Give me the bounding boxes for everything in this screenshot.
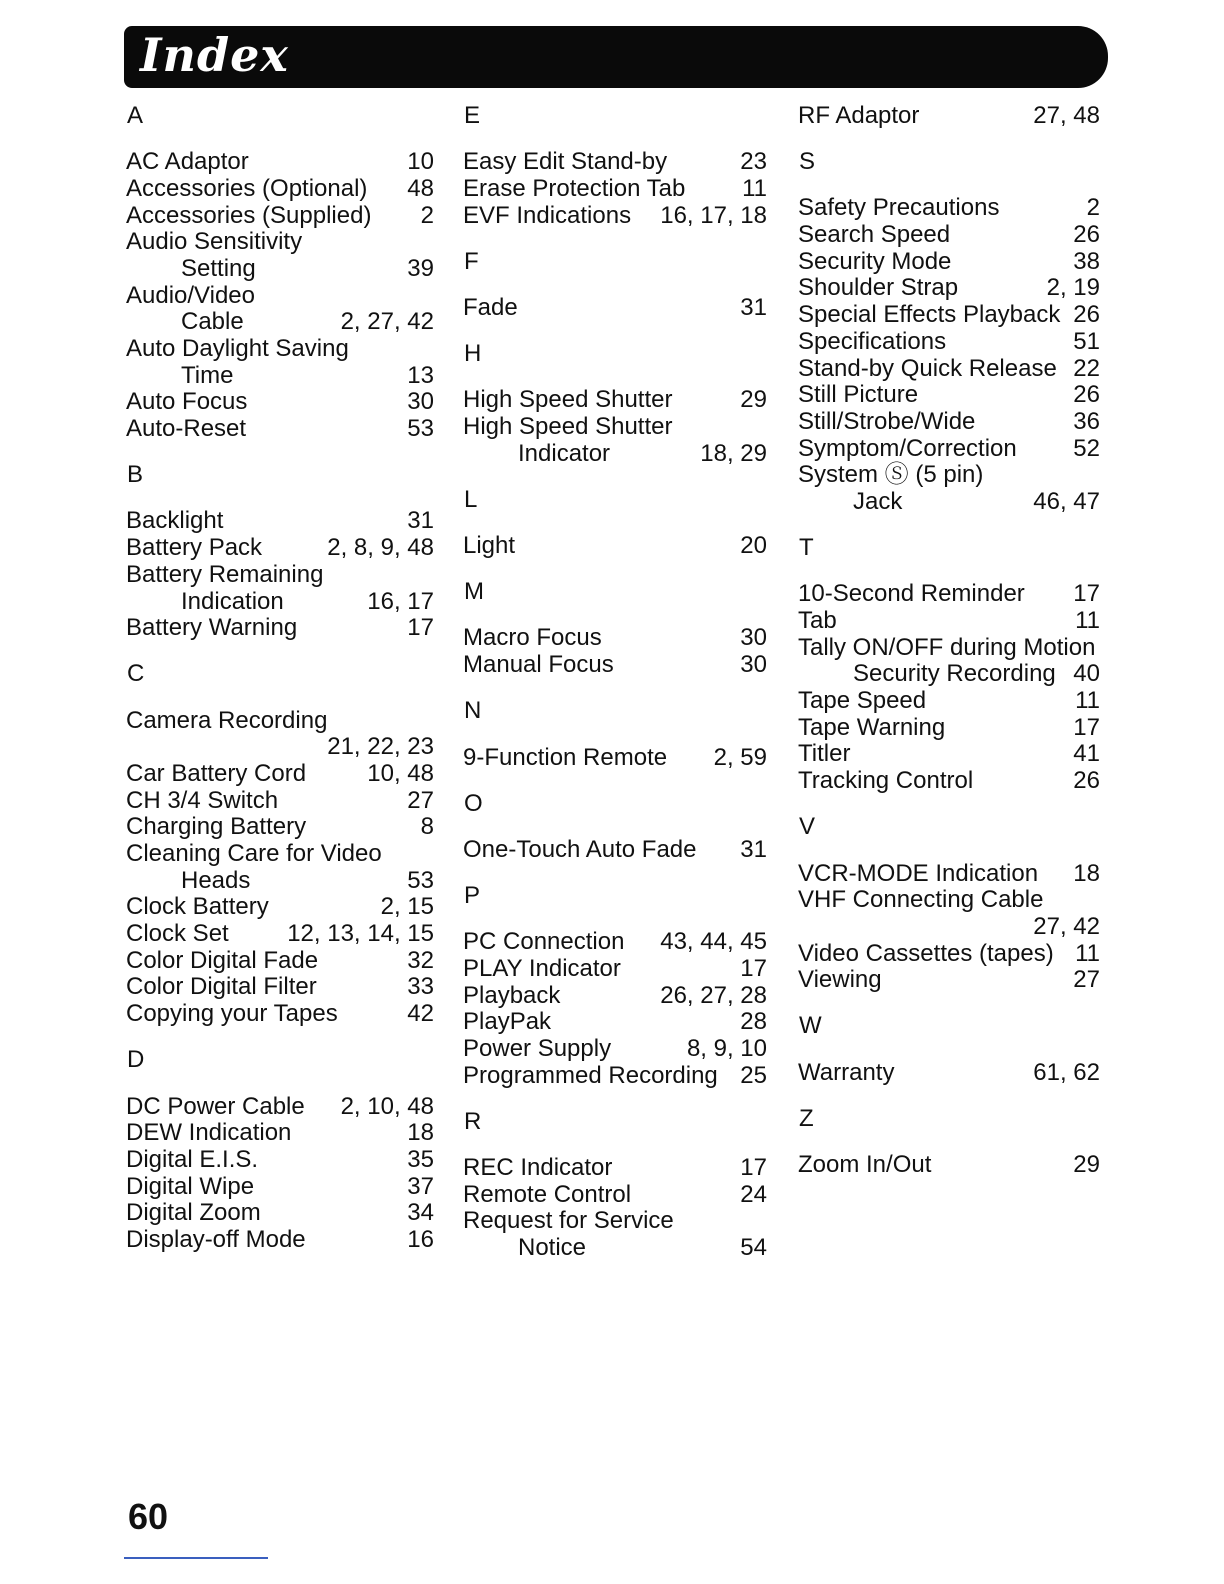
index-entry — [126, 868, 434, 895]
entry-term: Battery Pack — [126, 534, 263, 562]
entry-term: Remote Control — [463, 1180, 632, 1208]
entry-pages: 17 — [1073, 580, 1100, 608]
entry-term: VCR-MODE Indication — [798, 859, 1039, 887]
entry-term: Audio Sensitivity — [126, 228, 303, 256]
index-entry — [798, 409, 1100, 436]
entry-pages: 17 — [740, 1154, 767, 1182]
entry-pages: 16 — [407, 1225, 434, 1253]
entry-pages: 11 — [742, 174, 767, 202]
index-entry — [126, 841, 434, 868]
index-entry — [126, 788, 434, 815]
entry-term: Playback — [463, 981, 561, 1009]
entry-pages: 30 — [740, 651, 767, 679]
entry-pages: 43, 44, 45 — [660, 928, 767, 956]
entry-pages: 2, 19 — [1046, 274, 1100, 302]
entry-term: Copying your Tapes — [126, 1000, 338, 1028]
entry-term: Fade — [463, 293, 518, 321]
index-entry — [798, 462, 1100, 489]
index-column-2 — [463, 103, 767, 1262]
spacer — [798, 1133, 1100, 1153]
entry-pages: 16, 17, 18 — [660, 201, 767, 229]
section-gap — [798, 1086, 1100, 1106]
entry-pages: 23 — [740, 148, 767, 176]
entry-term: Video Cassettes (tapes) — [798, 939, 1054, 967]
index-entry — [798, 914, 1100, 941]
entry-term: Digital E.I.S. — [126, 1145, 259, 1173]
entry-pages: 36 — [1073, 407, 1100, 435]
index-entry — [463, 1036, 767, 1063]
section-letter: W — [799, 1012, 822, 1040]
entry-pages: 12, 13, 14, 15 — [287, 920, 434, 948]
entry-term: Auto Daylight Saving — [126, 335, 349, 362]
entry-pages: 2, 8, 9, 48 — [327, 534, 434, 562]
section-gap — [126, 1028, 434, 1048]
entry-term: Charging Battery — [126, 813, 307, 841]
index-entry — [126, 149, 434, 176]
entry-term: DC Power Cable — [126, 1092, 305, 1120]
index-entry — [126, 708, 434, 735]
index-entry — [798, 329, 1100, 356]
index-header-banner — [124, 26, 1108, 88]
entry-pages: 29 — [740, 386, 767, 414]
entry-term: Programmed Recording — [463, 1061, 718, 1089]
spacer — [798, 841, 1100, 861]
entry-pages: 18, 29 — [700, 439, 767, 467]
entry-pages: 52 — [1073, 434, 1100, 462]
index-entry — [463, 295, 767, 322]
index-entry — [798, 1060, 1100, 1087]
index-entry — [463, 414, 767, 441]
index-entry — [126, 363, 434, 390]
entry-term: Shoulder Strap — [798, 274, 959, 302]
entry-pages: 40 — [1073, 660, 1100, 688]
section-letter: C — [127, 660, 145, 688]
index-entry — [126, 948, 434, 975]
section-gap — [463, 560, 767, 580]
entry-term: Titler — [798, 740, 851, 768]
entry-term: Time — [181, 361, 234, 389]
page-number: 60 — [128, 1496, 169, 1537]
index-entry — [463, 387, 767, 414]
entry-term: Indication — [181, 587, 284, 615]
entry-term: PLAY Indicator — [463, 954, 621, 982]
entry-pages: 37 — [407, 1172, 434, 1200]
section-gap — [463, 229, 767, 249]
entry-term: RF Adaptor — [798, 102, 920, 129]
spacer — [126, 1074, 434, 1094]
section-gap — [463, 1089, 767, 1109]
entry-pages: 17 — [740, 954, 767, 982]
entry-term: Power Supply — [463, 1035, 612, 1062]
entry-term: Accessories (Supplied) — [126, 201, 372, 229]
index-entry — [798, 967, 1100, 994]
entry-pages: 2, 15 — [380, 893, 434, 921]
footer-rule — [124, 1557, 268, 1559]
entry-term: Display-off Mode — [126, 1225, 306, 1253]
section-gap — [798, 795, 1100, 815]
index-entry — [798, 302, 1100, 329]
index-entry — [126, 615, 434, 642]
index-entry — [126, 535, 434, 562]
index-column-3 — [798, 103, 1100, 1179]
section-letter: O — [464, 789, 483, 817]
entry-pages: 54 — [740, 1234, 767, 1262]
entry-pages: 22 — [1073, 354, 1100, 382]
index-entry — [463, 176, 767, 203]
entry-pages: 46, 47 — [1033, 487, 1100, 515]
entry-term: High Speed Shutter — [463, 386, 673, 414]
index-entry — [798, 249, 1100, 276]
index-entry — [126, 1001, 434, 1028]
entry-term: Macro Focus — [463, 624, 602, 652]
entry-pages: 41 — [1073, 740, 1100, 768]
entry-term: Battery Warning — [126, 614, 298, 642]
entry-term: Tape Speed — [798, 687, 927, 715]
index-entry — [126, 389, 434, 416]
entry-term: Search Speed — [798, 221, 951, 249]
entry-pages: 31 — [740, 835, 767, 863]
entry-pages: 29 — [1073, 1151, 1100, 1178]
index-entry — [126, 814, 434, 841]
index-entry — [126, 1174, 434, 1201]
entry-term: Audio/Video — [126, 281, 255, 309]
entry-term: Jack — [853, 487, 903, 515]
section-letter: L — [464, 485, 478, 513]
entry-pages: 26 — [1073, 221, 1100, 249]
entry-term: Battery Remaining — [126, 560, 324, 588]
entry-term: Still Picture — [798, 381, 919, 409]
entry-term: PlayPak — [463, 1008, 552, 1036]
entry-pages: 20 — [740, 532, 767, 560]
entry-term: Indicator — [518, 439, 611, 467]
entry-term: 10-Second Reminder — [798, 580, 1025, 608]
section-gap — [126, 642, 434, 662]
entry-term: Auto-Reset — [126, 415, 247, 443]
index-entry — [798, 941, 1100, 968]
entry-term: Zoom In/Out — [798, 1151, 932, 1178]
entry-term: Cable — [181, 308, 244, 336]
entry-pages: 27, 48 — [1033, 102, 1100, 129]
index-entry — [798, 356, 1100, 383]
section-letter: Z — [799, 1104, 814, 1132]
entry-pages: 30 — [407, 388, 434, 416]
entry-pages: 26 — [1073, 381, 1100, 409]
entry-pages: 11 — [1075, 939, 1100, 967]
index-entry — [126, 309, 434, 336]
entry-term: 9-Function Remote — [463, 743, 668, 771]
entry-pages: 35 — [407, 1145, 434, 1173]
entry-pages: 31 — [740, 293, 767, 321]
section-letter: B — [127, 461, 144, 489]
entry-term: Still/Strobe/Wide — [798, 407, 976, 435]
index-entry — [463, 149, 767, 176]
section-letter: R — [464, 1107, 482, 1135]
entry-term: CH 3/4 Switch — [126, 786, 279, 814]
entry-term: Setting — [181, 254, 256, 282]
section-letter: M — [464, 578, 484, 606]
index-entry — [463, 929, 767, 956]
entry-term: Car Battery Cord — [126, 759, 307, 787]
entry-term: Warranty — [798, 1058, 895, 1086]
entry-term: System Ⓢ (5 pin) — [798, 461, 984, 489]
entry-pages: 33 — [407, 973, 434, 1001]
entry-term: High Speed Shutter — [463, 413, 673, 440]
entry-term: Camera Recording — [126, 706, 328, 734]
index-entry — [463, 1235, 767, 1262]
entry-pages: 16, 17 — [367, 587, 434, 615]
entry-term: Cleaning Care for Video — [126, 840, 382, 867]
section-gap — [798, 994, 1100, 1014]
index-entry — [126, 1094, 434, 1121]
entry-term: One-Touch Auto Fade — [463, 835, 697, 863]
index-entry — [126, 761, 434, 788]
entry-pages: 2, 10, 48 — [340, 1092, 434, 1120]
entry-term: Digital Zoom — [126, 1199, 261, 1227]
entry-pages: 2, 59 — [713, 743, 767, 771]
entry-term: Tab — [798, 607, 837, 634]
index-entry — [798, 489, 1100, 516]
entry-pages: 27 — [407, 786, 434, 814]
entry-term: Stand-by Quick Release — [798, 354, 1057, 382]
entry-pages: 42 — [407, 1000, 434, 1028]
index-entry — [798, 103, 1100, 130]
entry-pages: 51 — [1073, 327, 1100, 355]
entry-term: Heads — [181, 866, 251, 894]
index-entry — [463, 625, 767, 652]
section-gap — [463, 322, 767, 342]
section-gap — [463, 679, 767, 699]
entry-term: Request for Service — [463, 1207, 674, 1235]
entry-term: Backlight — [126, 507, 224, 535]
spacer — [463, 725, 767, 745]
index-entry — [463, 837, 767, 864]
index-entry — [798, 608, 1100, 635]
index-column-1 — [126, 103, 434, 1254]
entry-pages: 24 — [740, 1180, 767, 1208]
entry-pages: 11 — [1075, 607, 1100, 634]
entry-pages: 8 — [420, 813, 434, 841]
entry-pages: 2, 27, 42 — [340, 308, 434, 336]
section-gap — [463, 771, 767, 791]
section-letter: V — [799, 813, 816, 841]
section-letter: E — [464, 102, 481, 129]
section-gap — [798, 130, 1100, 150]
index-entry — [126, 256, 434, 283]
index-entry — [126, 734, 434, 761]
entry-term: Digital Wipe — [126, 1172, 255, 1200]
section-gap — [463, 467, 767, 487]
entry-term: Easy Edit Stand-by — [463, 148, 668, 176]
entry-term: Viewing — [798, 966, 882, 994]
index-entry — [126, 203, 434, 230]
entry-pages: 2 — [1086, 194, 1100, 222]
entry-pages: 61, 62 — [1033, 1058, 1100, 1086]
index-entry — [126, 1147, 434, 1174]
entry-pages: 26, 27, 28 — [660, 981, 767, 1009]
index-entry — [463, 956, 767, 983]
entry-pages: 18 — [407, 1119, 434, 1147]
entry-pages: 30 — [740, 624, 767, 652]
index-entry — [463, 441, 767, 468]
index-entry — [463, 203, 767, 230]
spacer — [463, 368, 767, 388]
entry-pages: 26 — [1073, 301, 1100, 329]
spacer — [463, 910, 767, 930]
spacer — [463, 514, 767, 534]
section-gap — [798, 516, 1100, 536]
spacer — [463, 817, 767, 837]
entry-term: Color Digital Filter — [126, 973, 317, 1001]
entry-pages: 28 — [740, 1008, 767, 1036]
section-gap — [126, 443, 434, 463]
section-letter: F — [464, 247, 479, 275]
index-entry — [463, 1063, 767, 1090]
section-letter: A — [127, 102, 144, 129]
entry-term: Auto Focus — [126, 388, 248, 416]
entry-pages: 17 — [1073, 713, 1100, 741]
entry-term: Tape Warning — [798, 713, 946, 741]
spacer — [463, 606, 767, 626]
entry-pages: 31 — [407, 507, 434, 535]
entry-pages: 26 — [1073, 767, 1100, 795]
index-entry — [126, 1200, 434, 1227]
index-entry — [463, 1009, 767, 1036]
index-entry — [126, 283, 434, 310]
entry-term: Manual Focus — [463, 651, 614, 679]
entry-term: Color Digital Fade — [126, 946, 319, 974]
entry-pages: 8, 9, 10 — [686, 1035, 767, 1062]
entry-term: VHF Connecting Cable — [798, 886, 1044, 914]
index-entry — [463, 745, 767, 772]
entry-term: Safety Precautions — [798, 194, 1000, 222]
section-letter: N — [464, 697, 482, 725]
entry-term: REC Indicator — [463, 1154, 613, 1182]
entry-term: Clock Set — [126, 920, 229, 948]
index-entry — [798, 275, 1100, 302]
index-entry — [126, 894, 434, 921]
index-entry — [463, 1155, 767, 1182]
entry-term: Special Effects Playback — [798, 301, 1061, 329]
entry-term: PC Connection — [463, 928, 625, 956]
index-entry — [798, 768, 1100, 795]
index-entry — [126, 589, 434, 616]
entry-term: Notice — [518, 1234, 587, 1262]
entry-pages: 38 — [1073, 247, 1100, 275]
index-entry — [463, 983, 767, 1010]
index-entry — [463, 1182, 767, 1209]
entry-pages: 10 — [407, 148, 434, 176]
index-entry — [126, 416, 434, 443]
entry-term: Accessories (Optional) — [126, 174, 368, 202]
spacer — [126, 130, 434, 150]
spacer — [463, 130, 767, 150]
index-entry — [798, 688, 1100, 715]
index-entry — [126, 508, 434, 535]
section-letter: P — [464, 882, 481, 910]
index-entry — [126, 176, 434, 203]
section-letter: S — [799, 148, 816, 176]
entry-term: Erase Protection Tab — [463, 174, 686, 202]
section-letter: D — [127, 1046, 145, 1074]
page-title: Index — [140, 28, 289, 82]
section-letter: H — [464, 340, 482, 368]
index-entry — [798, 581, 1100, 608]
entry-term: DEW Indication — [126, 1119, 292, 1147]
entry-pages: 13 — [407, 361, 434, 389]
entry-pages: 27 — [1073, 966, 1100, 994]
entry-pages: 39 — [407, 254, 434, 282]
index-entry — [798, 222, 1100, 249]
index-entry — [798, 635, 1100, 662]
entry-term: Security Mode — [798, 247, 952, 275]
index-entry — [798, 195, 1100, 222]
index-entry — [798, 661, 1100, 688]
index-entry — [126, 1227, 434, 1254]
entry-pages: 25 — [740, 1061, 767, 1089]
entry-pages: 48 — [407, 174, 434, 202]
entry-pages: 2 — [420, 201, 434, 229]
index-entry — [798, 436, 1100, 463]
index-entry — [798, 861, 1100, 888]
entry-term: Clock Battery — [126, 893, 269, 921]
entry-term: Symptom/Correction — [798, 434, 1017, 462]
index-entry — [463, 533, 767, 560]
entry-pages: 53 — [407, 415, 434, 443]
index-entry — [126, 1120, 434, 1147]
section-letter: T — [799, 534, 814, 562]
index-entry — [463, 1208, 767, 1235]
section-gap — [463, 864, 767, 884]
entry-term: Security Recording — [853, 660, 1056, 688]
entry-pages: 21, 22, 23 — [327, 733, 434, 761]
spacer — [798, 1040, 1100, 1060]
spacer — [126, 688, 434, 708]
entry-pages: 53 — [407, 866, 434, 894]
index-entry — [126, 229, 434, 256]
index-entry — [798, 741, 1100, 768]
entry-term: AC Adaptor — [126, 148, 249, 176]
index-entry — [798, 887, 1100, 914]
entry-pages: 10, 48 — [367, 759, 434, 787]
index-entry — [798, 382, 1100, 409]
index-entry — [126, 974, 434, 1001]
spacer — [126, 489, 434, 509]
entry-pages: 18 — [1073, 859, 1100, 887]
entry-term: Tally ON/OFF during Motion — [798, 633, 1096, 661]
index-entry — [798, 1152, 1100, 1179]
entry-pages: 17 — [407, 614, 434, 642]
index-entry — [126, 336, 434, 363]
index-entry — [126, 562, 434, 589]
entry-pages: 34 — [407, 1199, 434, 1227]
spacer — [463, 275, 767, 295]
entry-term: EVF Indications — [463, 201, 632, 229]
entry-term: Light — [463, 532, 516, 560]
entry-pages: 32 — [407, 946, 434, 974]
spacer — [463, 1136, 767, 1156]
index-entry — [798, 715, 1100, 742]
entry-term: Specifications — [798, 327, 947, 355]
entry-pages: 11 — [1075, 687, 1100, 715]
index-entry — [126, 921, 434, 948]
spacer — [798, 562, 1100, 582]
index-entry — [463, 652, 767, 679]
entry-term: Tracking Control — [798, 767, 974, 795]
entry-pages: 27, 42 — [1033, 912, 1100, 940]
spacer — [798, 176, 1100, 196]
